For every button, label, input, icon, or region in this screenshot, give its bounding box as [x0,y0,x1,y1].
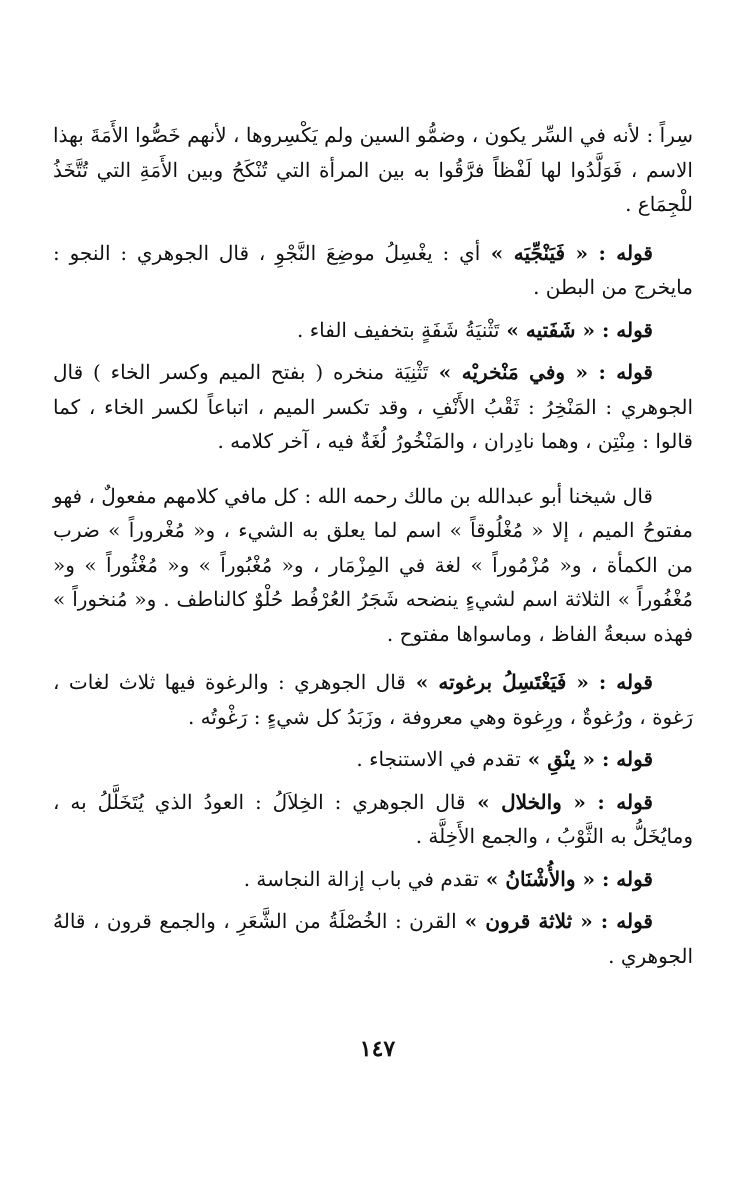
paragraph-text: قال الجوهري : الخِلاَلُ : العودُ الذي يُتَخَلَّلُ به ، ومايُخَلُّ به الثَّوْبُ ، والجمع الأَخِلَّة . [53,789,693,848]
paragraph-mankhirayh [53,355,693,459]
paragraph-text: أي : يغْسِلُ موضِعَ النَّجْوِ ، قال الجوهري : النجو : مايخرج من البطن . [53,240,693,299]
paragraph-text: تَثْنيَةُ شَفَةٍ بتخفيف الفاء . [297,317,500,342]
paragraph-ushnan [53,862,693,897]
quoted-term: قوله : « والأُشْنَانُ » [478,866,653,891]
paragraph-text: تقدم في باب إزالة النجاسة . [243,866,479,891]
paragraph-text: تقدم في الاستنجاء . [356,747,521,771]
paragraph-ibn-malik [53,479,693,652]
quoted-term: قوله : « فَيَغْتَسِلُ برغوته » [405,670,653,694]
paragraph-sirran [53,118,693,222]
quoted-term: قوله : « ثلاثة قرون » [456,909,653,933]
paragraph-khilal [53,785,693,854]
paragraph-shafatayh [53,313,693,348]
paragraph-text: القرن : الخُصْلَةُ من الشَّعَرِ ، والجمع قرون ، قالهُ الجوهري . [53,909,693,968]
quoted-term: قوله : « ينْقِ » [520,747,653,771]
page-number: ١٤٧ [359,1036,396,1062]
quoted-term: قوله : « شَفَتيه » [499,317,653,342]
paragraph-yanqi [53,742,693,777]
quoted-term: قوله : « وفي مَنْخريْه » [428,360,653,384]
paragraph-text: قال شيخنا أبو عبدالله بن مالك رحمه الله : كل مافي كلامهم مفعولٌ ، فهو مفتوحُ الميم ، إلا « مُغْلُوقاً » اسم لما يعلق به الشيء ، و« مُغْروراً » ضرب من الكمأة ، و« مُزْمُوراً » لغة في المِزْمَار ، و« مُغْبُوراً » و« مُغْثُوراً » و« مُغْفُوراً » الثلاثة اسم لشيءٍ ينضحه شَجَرُ العُرْفُط حُلْوٌ كالناطف . و« مُنخوراً » فهذه سبعةُ الفاظ ، وماسواها مفتوح . [53,483,693,646]
paragraph-text: قال الجوهري : والرغوة فيها ثلاث لغات ، رَغوة ، ورُغوةٌ ، ورِغوة وهي معروفة ، وزَبَدُ كل شيءٍ : رَغْوتُه . [53,670,693,729]
page-body [53,118,693,973]
quoted-term: قوله : « والخلال » [465,789,653,814]
quoted-term: قوله : « فَيَنْجِّيَه » [480,240,653,265]
paragraph-fayanjiyah [53,236,693,305]
paragraph-text: تَثْنِيَة منخره ( بفتح الميم وكسر الخاء ) قال الجوهري : المَنْخِرُ : ثَقْبُ الأَنْفِ ، وقد تكسر الميم ، اتباعاً لكسر الخاء ، كما قالوا : مِنْتِن ، وهما نادِران ، والمَنْخُورُ لُغَةٌ فيه ، آخر كلامه . [53,360,693,453]
paragraph-qurun [53,904,693,973]
paragraph-text: سِراً : لأنه في السِّر يكون ، وضمُّو السين ولم يَكْسِروها ، لأنهم خَصُّوا الأَمَةَ بهذا الاسم ، فَوَلَّدُوا لها لَفْظاً فرَّقُوا به بين المرأة التي تُنْكَحُ وبين الأَمَةِ التي تُتَّخَذُ للْجِمَاع . [53,123,693,216]
paragraph-raghwah [53,665,693,734]
